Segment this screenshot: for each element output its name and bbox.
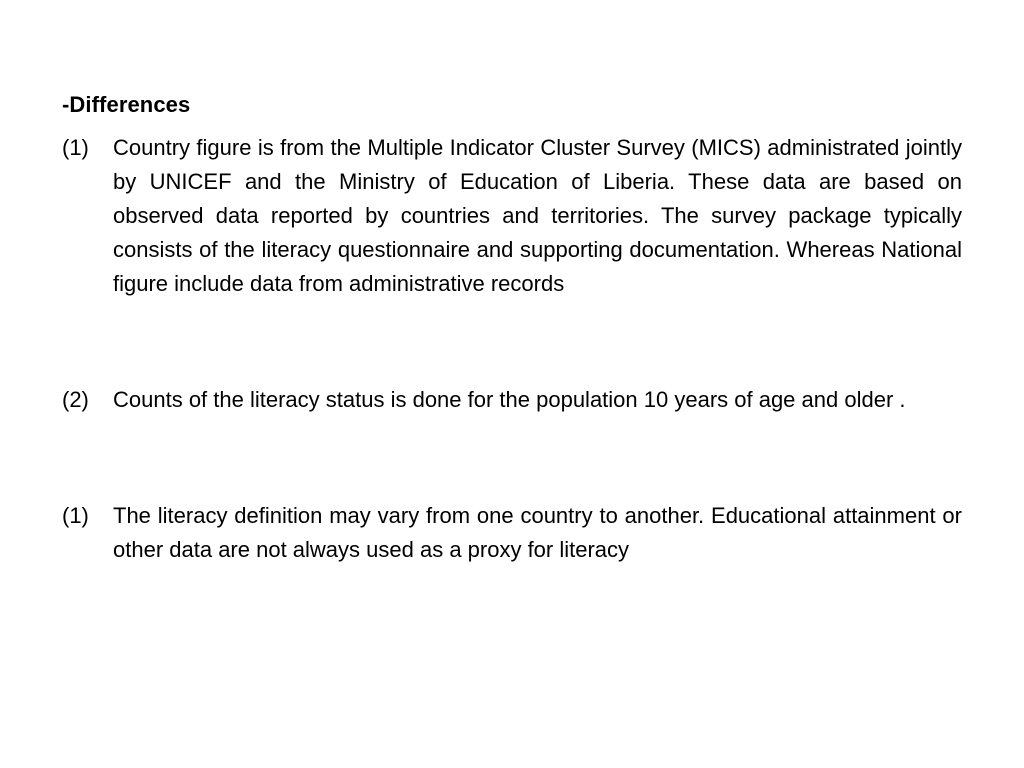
list-item-number: (2) <box>62 387 89 412</box>
list-item-number: (1) <box>62 135 89 160</box>
list-item-text: The literacy definition may vary from one country to another. Educational attainment or other data are not always used as a proxy for literacy <box>113 503 962 562</box>
list-item-number: (1) <box>62 503 89 528</box>
list-item <box>62 383 962 417</box>
list-item <box>62 499 962 567</box>
slide-heading: -Differences <box>62 92 191 117</box>
list-item-text: Country figure is from the Multiple Indicator Cluster Survey (MICS) administrated jointly by UNICEF and the Ministry of Education of Liberia. These data are based on observed data reported by countries and territories. The survey package typically consists of the literacy questionnaire and supporting documentation. Whereas National figure include data from administrative records <box>113 135 962 296</box>
list-item-text: Counts of the literacy status is done for the population 10 years of age and older . <box>113 387 906 412</box>
list-item <box>62 131 962 301</box>
